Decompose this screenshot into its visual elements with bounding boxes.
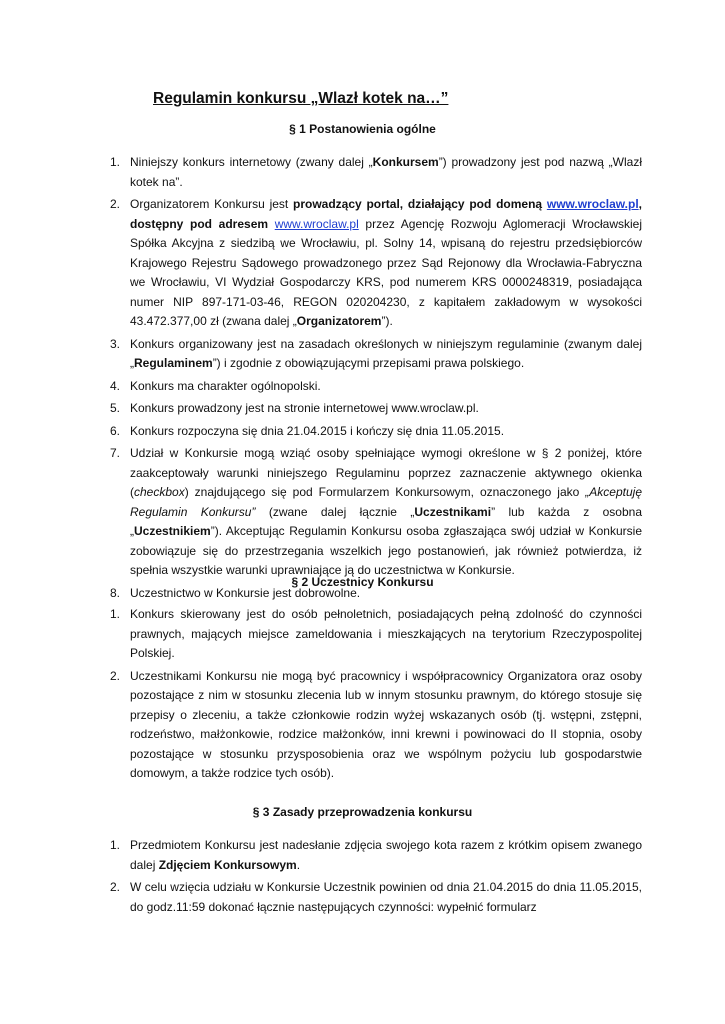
item-number: 7. [110,446,121,460]
website-link[interactable]: www.wroclaw.pl [546,197,639,211]
document-title: Regulamin konkursu „Wlazł kotek na…” [153,90,449,107]
item-number: 2. [110,668,121,683]
item-number: 2. [110,197,121,211]
item-number: 2. [110,880,121,894]
item-number: 8. [110,585,121,600]
section-1-list [0,153,642,606]
list-item [0,605,642,664]
item-text: Uczestnikami Konkursu nie mogą być pracownicy i współpracownicy Organizatora oraz osoby pozostające z nim w stosunku zlecenia lub w innym stosunku prawnym, do którego stosuje się przepisy o zleceniu, a także członkowie rodzin wyżej wskazanych osób (tj. wstępni, zstępni, rodzeństwo, małżonkowie, rodzice małżonków, inni krewni i powinowaci do II stopnia, osoby pozostające w stosunku przysposobienia oraz we wspólnym pożyciu lub gospodarstwie domowym, a także rodzice tych osób). [130,668,642,780]
item-text: Organizatorem Konkursu jest prowadzący portal, działający pod domeną www.wroclaw.pl, dostępny pod adresem www.wroclaw.pl przez Agencję Rozwoju Aglomeracji Wrocławskiej Spółka Akcyjna z siedzibą we Wrocławiu, pl. Solny 14, wpisaną do rejestru przedsiębiorców Krajowego Rejestru Sądowego prowadzonego przez Sąd Rejonowy dla Wrocławia-Fabryczna we Wrocławiu, VI Wydział Gospodarczy KRS, pod numerem KRS 0000248319, posiadająca numer NIP 897-171-03-46, REGON 020204230, z kapitałem zakładowym w wysokości 43.472.377,00 zł (zwana dalej „Organizatorem”). [130,197,642,328]
item-number: 4. [110,378,121,393]
section-2-list [0,605,642,787]
list-item [0,878,642,917]
list-item [0,153,642,192]
list-item [0,335,642,374]
item-text: Konkurs organizowany jest na zasadach określonych w niniejszym regulaminie (zwanym dalej „Regulaminem”) i zgodnie z obowiązującymi przepisami prawa polskiego. [130,336,642,370]
list-item [0,399,642,419]
section-2-heading: § 2 Uczestnicy Konkursu [291,575,434,589]
item-number: 1. [110,607,121,621]
item-text: Niniejszy konkurs internetowy (zwany dalej „Konkursem”) prowadzony jest pod nazwą „Wlazł kotek na”. [130,155,642,189]
item-number: 1. [110,155,121,169]
list-item [0,422,642,442]
section-3-heading: § 3 Zasady przeprowadzenia konkursu [252,805,473,819]
item-text: Konkurs skierowany jest do osób pełnoletnich, posiadających pełną zdolność do czynności prawnych, mających miejsce zameldowania i mieszkających na terytorium Rzeczypospolitej Polskiej. [130,607,642,660]
website-link[interactable]: www.wroclaw.pl [274,216,359,231]
item-text: Uczestnictwo w Konkursie jest dobrowolne. [130,585,361,600]
item-text: Przedmiotem Konkursu jest nadesłanie zdjęcia swojego kota razem z krótkim opisem zwanego dalej Zdjęciem Konkursowym. [130,838,642,872]
item-number: 5. [110,401,121,415]
list-item [0,667,642,784]
item-number: 6. [110,423,121,438]
list-item [0,836,642,875]
section-3-list [0,836,642,920]
item-text: Konkurs prowadzony jest na stronie internetowej www.wroclaw.pl. [130,401,479,415]
item-text: Konkurs ma charakter ogólnopolski. [130,378,321,393]
list-item [0,377,642,397]
item-number: 1. [110,838,121,852]
item-text: W celu wzięcia udziału w Konkursie Uczestnik powinien od dnia 21.04.2015 do dnia 11.05.2015, do godz.11:59 dokonać łącznie następujących czynności: wypełnić formularz [130,880,642,914]
list-item [0,444,642,581]
section-1-heading: § 1 Postanowienia ogólne [289,122,436,136]
item-number: 3. [110,336,121,351]
item-text: Konkurs rozpoczyna się dnia 21.04.2015 i kończy się dnia 11.05.2015. [130,423,505,438]
list-item [0,195,642,332]
item-text: Udział w Konkursie mogą wziąć osoby spełniające wymogi określone w § 2 poniżej, które zaakceptowały warunki niniejszego Regulaminu poprzez zaznaczenie aktywnego okienka (checkbox) znajdującego się pod Formularzem Konkursowym, oznaczonego jako „Akceptuję Regulamin Konkursu” (zwane dalej łącznie „Uczestnikami” lub każda z osobna „Uczestnikiem”). Akceptując Regulamin Konkursu osoba zgłaszająca swój udział w Konkursie zobowiązuje się do przestrzegania wszelkich jego postanowień, jak również potwierdza, iż spełnia wszystkie warunki uprawniające ją do uczestnictwa w Konkursie. [130,446,642,577]
